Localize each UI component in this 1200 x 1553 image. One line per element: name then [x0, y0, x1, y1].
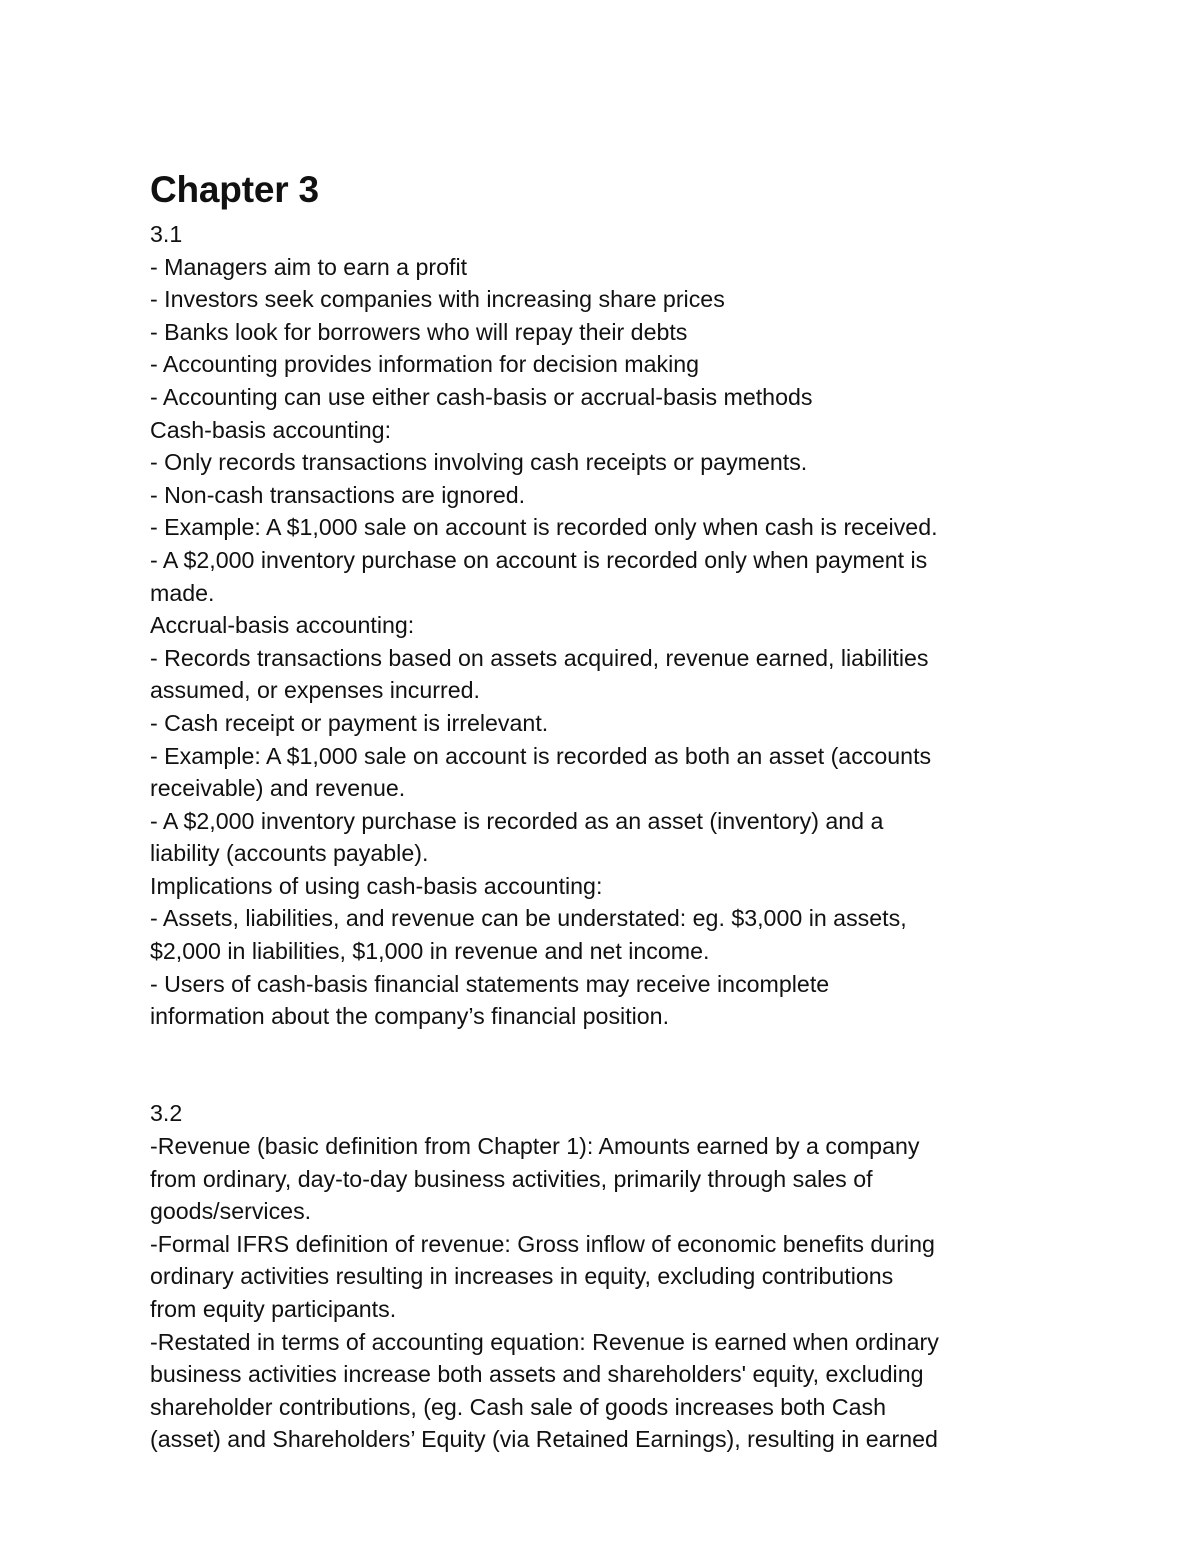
text-line: business activities increase both assets and shareholders' equity, excluding [150, 1361, 924, 1388]
text-line: - Managers aim to earn a profit [150, 253, 468, 280]
text-line: assumed, or expenses incurred. [150, 677, 480, 704]
text-line: - A $2,000 inventory purchase is recorded as an asset (inventory) and a [150, 807, 884, 834]
text-line: - A $2,000 inventory purchase on account is recorded only when payment is [150, 546, 928, 573]
text-line: - Records transactions based on assets acquired, revenue earned, liabilities [150, 644, 929, 671]
text-line: - Assets, liabilities, and revenue can be understated: eg. $3,000 in assets, [150, 905, 907, 932]
text-line: - Cash receipt or payment is irrelevant. [150, 709, 549, 736]
text-line: - Accounting can use either cash-basis or accrual-basis methods [150, 383, 813, 410]
text-line: 3.2 [150, 1100, 183, 1127]
text-line: -Restated in terms of accounting equation: Revenue is earned when ordinary [150, 1328, 939, 1355]
text-line: Accrual-basis accounting: [150, 612, 415, 639]
text-line: ordinary activities resulting in increases in equity, excluding contributions [150, 1263, 894, 1290]
text-line: Implications of using cash-basis accounting: [150, 872, 603, 899]
text-line: information about the company’s financial position. [150, 1003, 670, 1030]
text-line: - Example: A $1,000 sale on account is recorded as both an asset (accounts [150, 742, 932, 769]
text-line: from ordinary, day-to-day business activities, primarily through sales of [150, 1165, 873, 1192]
chapter-title: Chapter 3 [150, 169, 319, 210]
text-line: shareholder contributions, (eg. Cash sale of goods increases both Cash [150, 1393, 886, 1420]
text-line: (asset) and Shareholders’ Equity (via Retained Earnings), resulting in earned [150, 1426, 938, 1453]
text-line: liability (accounts payable). [150, 840, 429, 867]
text-line: from equity participants. [150, 1296, 397, 1322]
document-body [150, 218, 1070, 1456]
text-line: -Formal IFRS definition of revenue: Gross inflow of economic benefits during [150, 1230, 935, 1257]
text-line: 3.1 [150, 221, 183, 247]
paragraph-gap [150, 1049, 1070, 1082]
text-line: - Non-cash transactions are ignored. [150, 481, 526, 508]
document-page [150, 168, 1070, 1456]
text-line: made. [150, 579, 215, 606]
text-line: - Users of cash-basis financial statements may receive incomplete [150, 970, 830, 997]
text-line: receivable) and revenue. [150, 775, 406, 802]
text-line: - Example: A $1,000 sale on account is recorded only when cash is received. [150, 514, 938, 541]
text-line: - Only records transactions involving cash receipts or payments. [150, 449, 808, 476]
text-line: -Revenue (basic definition from Chapter 1): Amounts earned by a company [150, 1133, 920, 1160]
text-line: - Investors seek companies with increasing share prices [150, 286, 725, 313]
text-line: - Accounting provides information for decision making [150, 351, 700, 378]
text-line: goods/services. [150, 1198, 312, 1225]
text-line: $2,000 in liabilities, $1,000 in revenue and net income. [150, 938, 710, 965]
text-line: - Banks look for borrowers who will repay their debts [150, 318, 688, 345]
text-line: Cash-basis accounting: [150, 416, 392, 443]
